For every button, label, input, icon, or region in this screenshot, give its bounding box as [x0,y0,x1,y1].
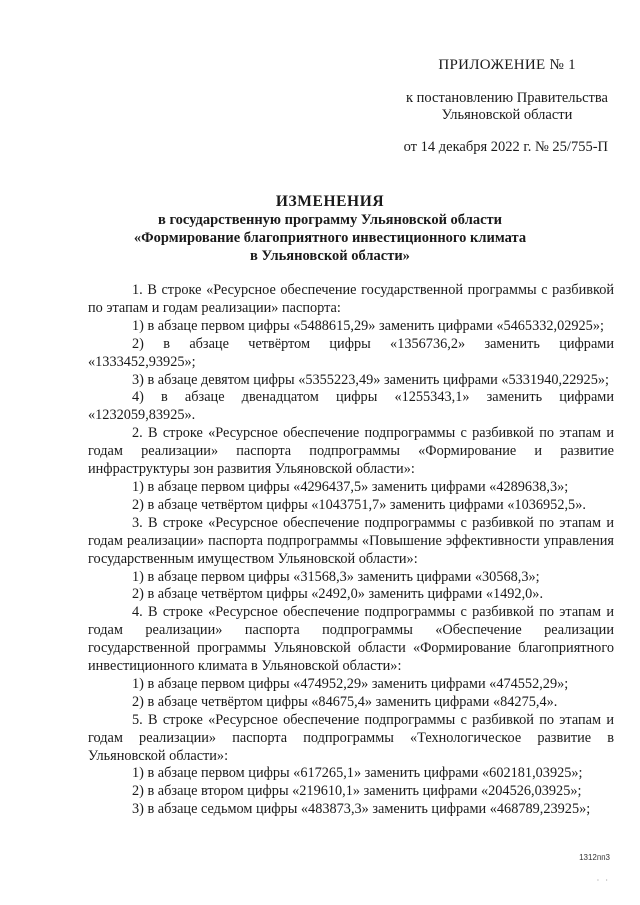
sub-item-paragraph: 3) в абзаце девятом цифры «5355223,49» заменить цифрами «5331940,22925»; [132,371,609,388]
sub-item-paragraph: 1) в абзаце первом цифры «474952,29» заменить цифрами «474552,29»; [132,675,569,692]
sub-item-paragraph: 1) в абзаце первом цифры «4296437,5» заменить цифрами «4289638,3»; [132,478,569,495]
sub-item-paragraph: 2) в абзаце четвёртом цифры «84675,4» заменить цифрами «84275,4». [132,693,558,710]
document-body [88,282,614,819]
title-line-1: ИЗМЕНЕНИЯ [275,193,385,210]
document-stamp: 1312пп3 [579,853,610,862]
annex-date: от 14 декабря 2022 г. № 25/755-П [403,139,608,155]
section-paragraph: 4. В строке «Ресурсное обеспечение подпрограммы с разбивкой по этапам и годам реализации» паспорта подпрограммы «Обеспечение реализации государственной программы Ульяновской области «Формирование благоприятного инвестиционного климата в Ульяновской области»: [88,604,614,675]
sub-item-paragraph: 2) в абзаце четвёртом цифры «1043751,7» заменить цифрами «1036952,5». [132,496,586,513]
sub-item-paragraph: 2) в абзаце четвёртом цифры «1356736,2» заменить цифрами «1333452,93925»; [88,335,614,370]
annex-title: ПРИЛОЖЕНИЕ № 1 [438,57,576,73]
sub-item-paragraph: 1) в абзаце первом цифры «5488615,29» заменить цифрами «5465332,02925»; [132,317,604,334]
footer-dots: · · [596,876,610,885]
section-paragraph: 3. В строке «Ресурсное обеспечение подпрограммы с разбивкой по этапам и годам реализации» паспорта подпрограммы «Повышение эффективности управления государственным имуществом Ульяновской области»: [88,514,614,567]
title-line-4: в Ульяновской области» [250,248,410,264]
annex-reference [406,90,608,124]
document-title [60,193,600,265]
annex-reference-line-2: Ульяновской области [441,107,573,123]
section-paragraph: 2. В строке «Ресурсное обеспечение подпрограммы с разбивкой по этапам и годам реализации» паспорта подпрограммы «Формирование и развитие инфраструктуры зон развития Ульяновской области»: [88,425,614,478]
sub-item-paragraph: 1) в абзаце первом цифры «617265,1» заменить цифрами «602181,03925»; [132,765,583,782]
sub-item-paragraph: 4) в абзаце двенадцатом цифры «1255343,1» заменить цифрами «1232059,83925». [88,389,614,424]
sub-item-paragraph: 1) в абзаце первом цифры «31568,3» заменить цифрами «30568,3»; [132,568,540,585]
section-paragraph: 1. В строке «Ресурсное обеспечение государственной программы с разбивкой по этапам и годам реализации» паспорта: [88,282,614,316]
sub-item-paragraph: 2) в абзаце втором цифры «219610,1» заменить цифрами «204526,03925»; [132,783,582,800]
sub-item-paragraph: 3) в абзаце седьмом цифры «483873,3» заменить цифрами «468789,23925»; [132,801,591,818]
title-line-3: «Формирование благоприятного инвестиционного климата [133,230,527,246]
sub-item-paragraph: 2) в абзаце четвёртом цифры «2492,0» заменить цифрами «1492,0». [132,586,544,603]
annex-reference-line-1: к постановлению Правительства [406,90,608,106]
title-line-2: в государственную программу Ульяновской области [157,212,502,228]
section-paragraph: 5. В строке «Ресурсное обеспечение подпрограммы с разбивкой по этапам и годам реализации» паспорта подпрограммы «Технологическое развитие в Ульяновской области»: [88,711,614,764]
